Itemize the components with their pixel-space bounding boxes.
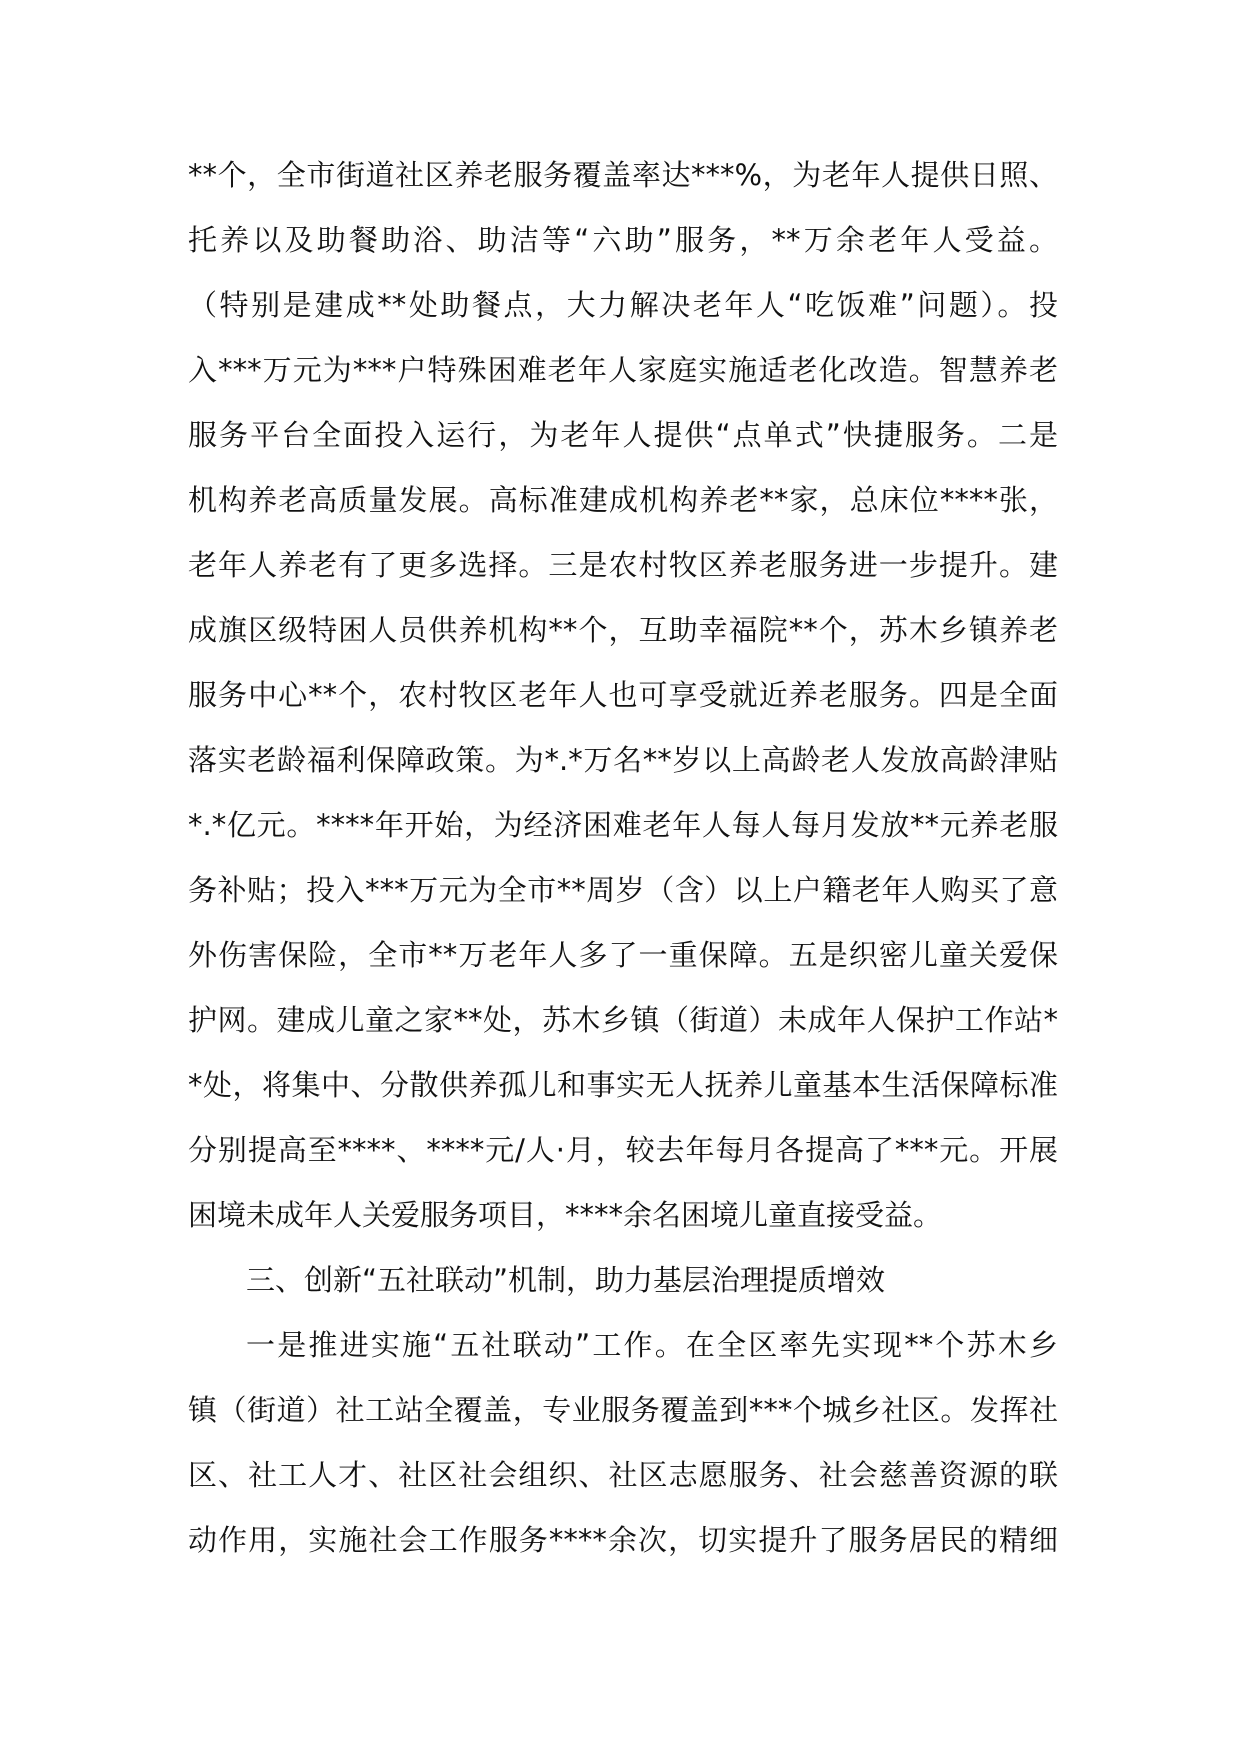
text-line: 托养以及助餐助浴、助洁等“六助”服务，**万余老年人受益。 <box>188 223 1058 257</box>
text-line: 务补贴；投入***万元为全市**周岁（含）以上户籍老年人购买了意 <box>188 873 1058 907</box>
section-heading: 三、创新“五社联动”机制，助力基层治理提质增效 <box>246 1263 886 1297</box>
text-line: （特别是建成**处助餐点，大力解决老年人“吃饭难”问题）。投 <box>188 288 1058 322</box>
text-line: 老年人养老有了更多选择。三是农村牧区养老服务进一步提升。建 <box>188 548 1058 582</box>
text-line: 一是推进实施“五社联动”工作。在全区率先实现**个苏木乡 <box>246 1328 1058 1362</box>
text-line: 成旗区级特困人员供养机构**个，互助幸福院**个，苏木乡镇养老 <box>188 613 1058 647</box>
text-line: 区、社工人才、社区社会组织、社区志愿服务、社会慈善资源的联 <box>188 1458 1058 1492</box>
text-line: 动作用，实施社会工作服务****余次，切实提升了服务居民的精细 <box>188 1523 1058 1557</box>
text-line: **个，全市街道社区养老服务覆盖率达***%，为老年人提供日照、 <box>188 158 1058 192</box>
text-line: *处，将集中、分散供养孤儿和事实无人抚养儿童基本生活保障标准 <box>188 1068 1058 1102</box>
text-line: *.*亿元。****年开始，为经济困难老年人每人每月发放**元养老服 <box>188 808 1058 842</box>
text-line: 困境未成年人关爱服务项目，****余名困境儿童直接受益。 <box>188 1198 943 1232</box>
text-line: 分别提高至****、****元/人·月，较去年每月各提高了***元。开展 <box>188 1133 1058 1167</box>
text-line: 外伤害保险，全市**万老年人多了一重保障。五是织密儿童关爱保 <box>188 938 1058 972</box>
text-line: 护网。建成儿童之家**处，苏木乡镇（街道）未成年人保护工作站* <box>188 1003 1058 1037</box>
text-line: 服务中心**个，农村牧区老年人也可享受就近养老服务。四是全面 <box>188 678 1058 712</box>
paragraph-1 <box>188 143 1058 1248</box>
body-text <box>188 143 1058 1573</box>
text-line: 镇（街道）社工站全覆盖，专业服务覆盖到***个城乡社区。发挥社 <box>188 1393 1058 1427</box>
text-line: 服务平台全面投入运行，为老年人提供“点单式”快捷服务。二是 <box>188 418 1058 452</box>
text-line: 机构养老高质量发展。高标准建成机构养老**家，总床位****张， <box>188 483 1058 517</box>
text-line: 入***万元为***户特殊困难老年人家庭实施适老化改造。智慧养老 <box>188 353 1058 387</box>
paragraph-2 <box>188 1313 1058 1573</box>
text-line: 落实老龄福利保障政策。为*.*万名**岁以上高龄老人发放高龄津贴 <box>188 743 1058 777</box>
